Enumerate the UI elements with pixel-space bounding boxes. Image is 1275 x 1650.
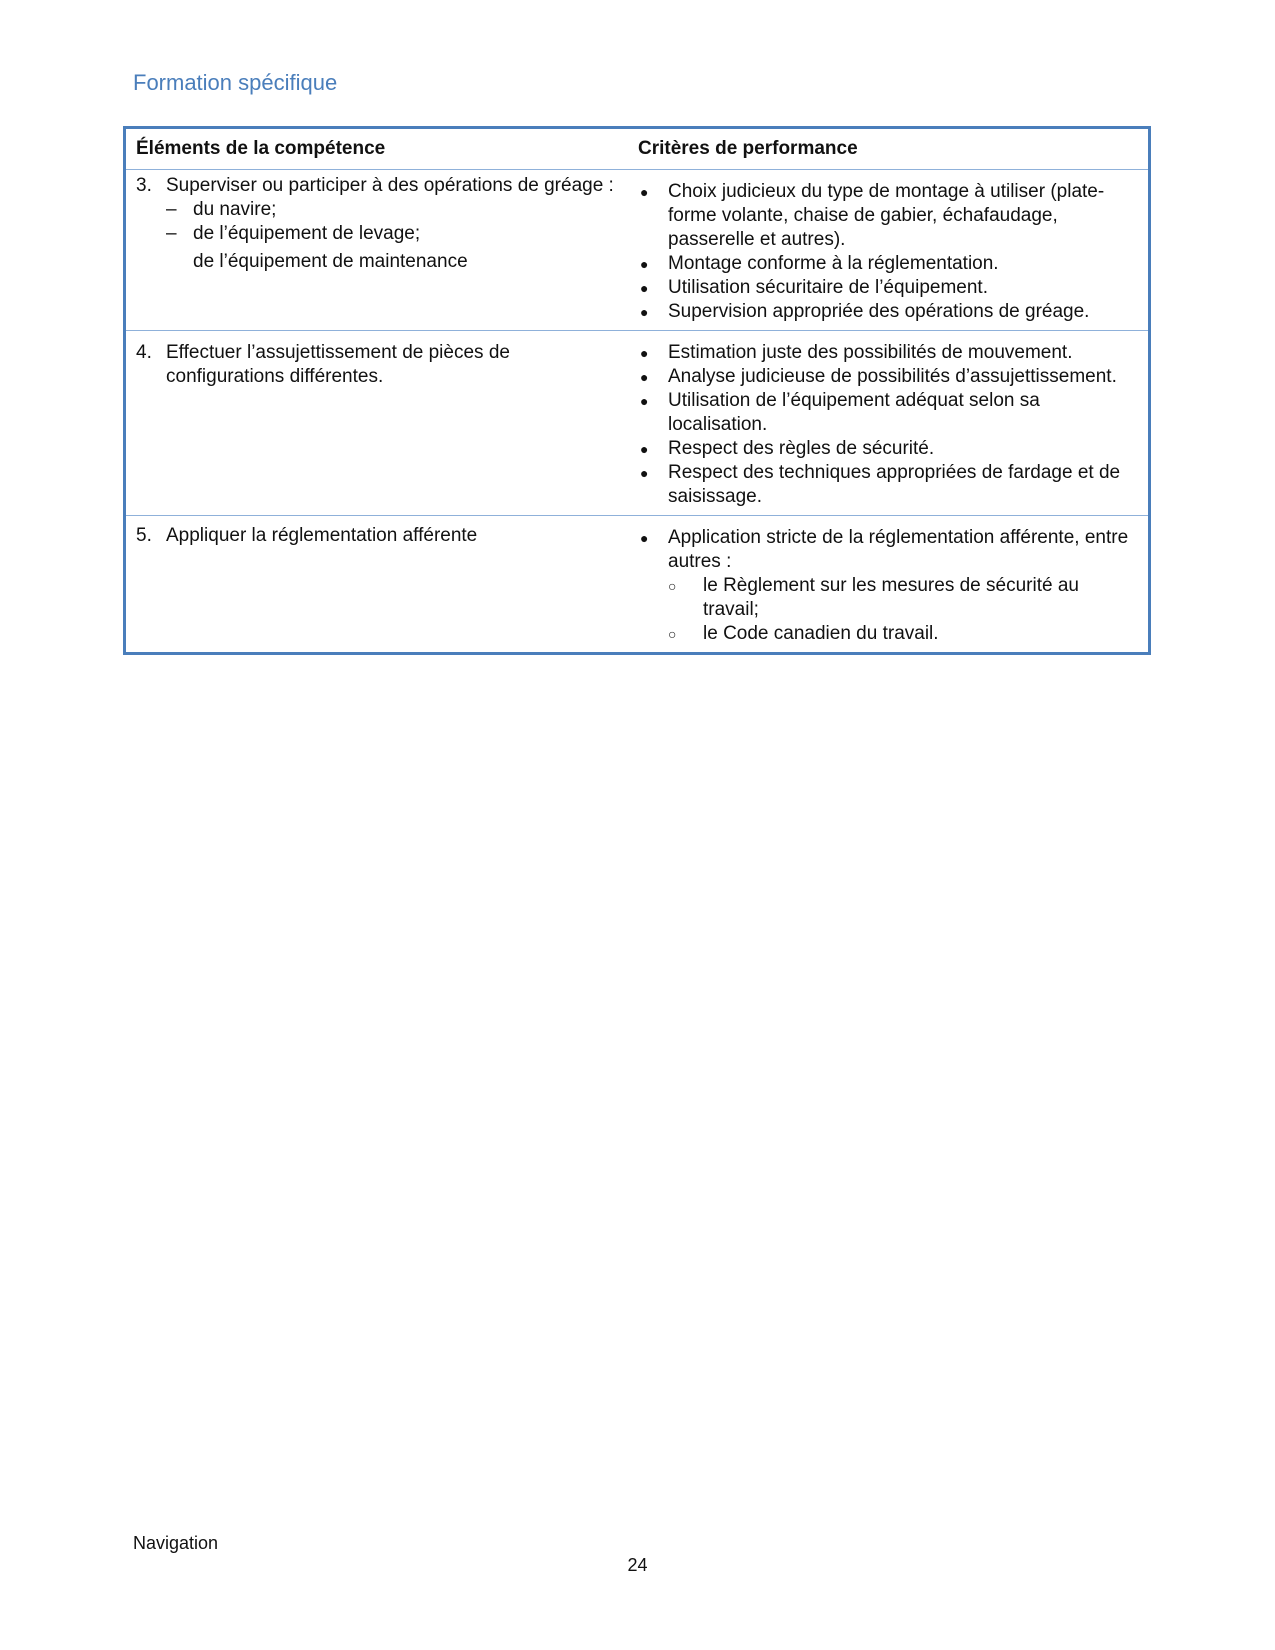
- element-number: 4.: [136, 342, 152, 363]
- bullet-icon: ●: [640, 465, 649, 481]
- section-title: Formation spécifique: [133, 70, 338, 95]
- criteria-item: ● Analyse judicieuse de possibilités d’assujettissement.: [640, 366, 1117, 387]
- criteria-cell: [638, 331, 1148, 515]
- table-row: [126, 516, 1148, 652]
- circle-bullet-icon: ○: [668, 578, 677, 594]
- bullet-icon: ●: [640, 256, 649, 272]
- criteria-item: ● Utilisation sécuritaire de l’équipement.: [640, 277, 988, 298]
- table-header-row: [126, 129, 1148, 170]
- bullet-icon: ●: [640, 280, 649, 296]
- table-row: [126, 170, 1148, 331]
- bullet-icon: ●: [640, 369, 649, 385]
- bullet-icon: ●: [640, 393, 649, 409]
- element-cell: [126, 170, 638, 330]
- element-number: 5.: [136, 525, 152, 546]
- element-text: Superviser ou participer à des opérations de gréage :: [166, 175, 614, 196]
- element-number: 3.: [136, 175, 152, 196]
- table-row: [126, 331, 1148, 516]
- element-cell: [126, 516, 638, 652]
- criteria-item: ● Utilisation de l’équipement adéquat selon sa localisation.: [640, 390, 1040, 435]
- sub-criteria-item: ○ le Règlement sur les mesures de sécurité au travail;: [668, 575, 1079, 620]
- element-cell: [126, 331, 638, 515]
- criteria-item: ● Estimation juste des possibilités de mouvement.: [640, 342, 1073, 363]
- page-number: 24: [627, 1555, 648, 1575]
- bullet-icon: ●: [640, 345, 649, 361]
- header-criteria: Critères de performance: [638, 138, 858, 159]
- bullet-icon: ●: [640, 530, 649, 546]
- element-text: Appliquer la réglementation afférente: [166, 525, 478, 546]
- competence-table: [123, 126, 1151, 655]
- criteria-item: ● Supervision appropriée des opérations de gréage.: [640, 301, 1090, 322]
- sub-item: – de l’équipement de levage;: [166, 223, 421, 244]
- criteria-item: ● Application stricte de la réglementation afférente, entre autres :: [640, 527, 1129, 572]
- criteria-cell: [638, 170, 1148, 330]
- element-text: Effectuer l’assujettissement de pièces de configurations différentes.: [166, 342, 510, 387]
- footer-label: Navigation: [133, 1533, 219, 1553]
- element-continuation: de l’équipement de maintenance: [193, 251, 468, 272]
- criteria-item: ● Montage conforme à la réglementation.: [640, 253, 999, 274]
- element-sub-list: [136, 198, 628, 246]
- bullet-icon: ●: [640, 184, 649, 200]
- circle-bullet-icon: ○: [668, 626, 677, 642]
- sub-criteria-item: ○ le Code canadien du travail.: [668, 623, 939, 644]
- criteria-cell: [638, 516, 1148, 652]
- sub-item: – du navire;: [166, 199, 277, 220]
- bullet-icon: ●: [640, 441, 649, 457]
- header-elements: Éléments de la compétence: [136, 138, 386, 159]
- criteria-item: ● Respect des techniques appropriées de fardage et de saisissage.: [640, 462, 1121, 507]
- criteria-item: ● Choix judicieux du type de montage à utiliser (plate-forme volante, chaise de gabier, échafaudage, passerelle et autres).: [640, 181, 1105, 250]
- bullet-icon: ●: [640, 304, 649, 320]
- criteria-item: ● Respect des règles de sécurité.: [640, 438, 935, 459]
